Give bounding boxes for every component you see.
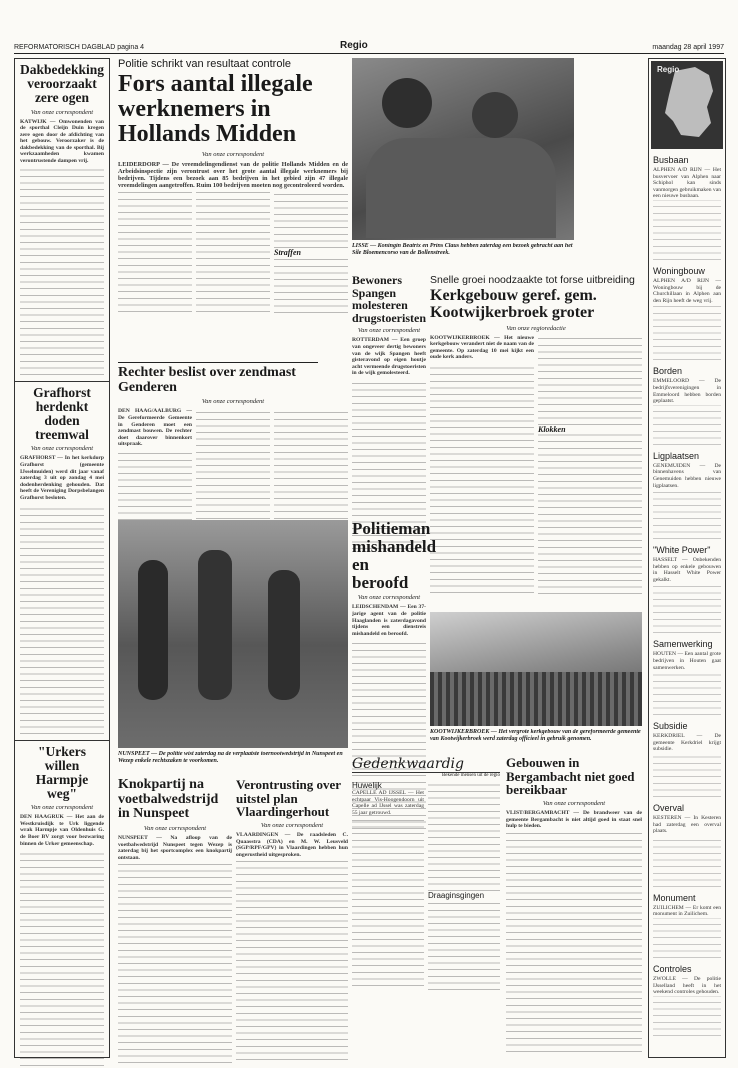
main-lead: LEIDERDORP — De vreemdelingendienst van de politie Hollands Midden en de Arbeidsinspectie zijn verontrust over het grote aantal illegale werknemers bij bedrijven. Tijdens een bezoek aan 85 bedrijven in het gebied zijn 47 illegale vreemdelingen aangetroffen. Ruim 100 bedrijven moeten nog gecontroleerd worden.	[118, 160, 348, 190]
knokpartij-headline: Knokpartij na voetbalwedstrijd in Nunspeet	[118, 777, 219, 822]
knokpartij-story	[118, 778, 232, 1063]
story2-lead: GRAFHORST — In het kerkdorp Grafhorst (gemeente IJsselmuiden) werd dit jaar vanaf zaterdag 3 uit op zondag 4 mei dodenherdenking gehouden. Dat heeft de Vereniging Dorpsbelangen Grafhorst besloten.	[20, 455, 104, 501]
kerkgebouw-body-col2b	[538, 434, 642, 594]
drugstore-headline: Bewoners Spangen molesteren drugstoeristen	[352, 273, 426, 325]
map-label: Regio	[657, 65, 680, 74]
kerkgebouw-kicker: Snelle groei noodzaakte tot forse uitbreiding	[430, 274, 635, 286]
brief-title: "White Power"	[653, 545, 711, 556]
brief-text: ZWOLLE — De politie IJsselland heeft in het weekend controles gehouden.	[653, 976, 721, 996]
politieman-byline: Van onze correspondent	[357, 594, 421, 602]
gedenkwaardig-subtitle: Bekende mensen uit de regio	[441, 773, 500, 778]
story2-byline: Van onze correspondent	[30, 445, 94, 453]
politieman-headline: Politieman mishandeld en beroofd	[352, 519, 437, 592]
brief-text: EMMELOORD — De bedrijfsverenigingen in Emmeloord hebben borden geplaatst.	[653, 378, 721, 405]
kerkgebouw-body-col2	[538, 335, 642, 425]
brief-text: KESTEREN — In Kesteren had zaterdag een overval plaats.	[653, 815, 721, 835]
story-divider	[15, 740, 109, 741]
zendmast-headline: Rechter beslist over zendmast Genderen	[118, 365, 296, 395]
brief-title: Borden	[653, 366, 683, 377]
photo-church-interior	[430, 612, 642, 726]
brief-body	[653, 996, 721, 1036]
header-rule	[14, 53, 724, 54]
brief-title: Monument	[653, 892, 696, 903]
photo-nunspeet-caption: NUNSPEET — De politie wist zaterdag na de verplaatste toernooiwedstrijd in Nunspeet en Wezep enkele rechtszaken te voorkomen.	[118, 751, 343, 764]
main-kicker: Politie schrikt van resultaat controle	[118, 58, 292, 70]
drugstore-lead: ROTTERDAM — Een groep van ongeveer dertig bewoners van de wijk Spangen heeft gisteravond op eigen houtje acht vermeende drugstoeristen in de wijk gemolesteerd.	[352, 337, 426, 377]
kerkgebouw-lead: KOOTWIJKERBROEK — Het nieuwe kerkgebouw verandert niet de naam van de gemeente. Op zaterdag 10 mei kijkt een oude kerk anders.	[430, 334, 534, 361]
main-body-col3b	[274, 257, 348, 313]
story3-lead: DEN HAAGRUK — Het aan de Westkruisdijk te Urk liggende wrak Harmpje van Oldenhuis G. de Boer BV zorgt voor bezwaring binnen de Urker gemeenschap.	[20, 814, 104, 847]
story1-body	[20, 167, 104, 375]
photo-figure	[138, 560, 168, 700]
gedenkwaardig-body-col2b	[428, 900, 500, 990]
main-body-col2	[196, 192, 270, 312]
brief-body	[653, 200, 721, 260]
main-byline: Van onze correspondent	[201, 150, 265, 158]
story3-byline: Van onze correspondent	[30, 804, 94, 812]
gedenkwaardig-body-col1	[352, 816, 424, 986]
brief-title: Busbaan	[653, 155, 689, 165]
brief-title: Subsidie	[653, 721, 688, 732]
kerkgebouw-body-col1	[430, 363, 534, 593]
brief-title: Ligplaatsen	[653, 450, 700, 461]
page-section-title: Regio	[340, 40, 368, 51]
bergambacht-lead: VLIST/BERGAMBACHT — De brandweer van de gemeente Bergambacht is niet altijd goed in staat snel hulp te bieden.	[506, 809, 642, 830]
photo-nunspeet-fight	[118, 520, 348, 748]
photo-royal-caption: LISSE — Koningin Beatrix en Prins Claus hebben zaterdag een bezoek gebracht aan het Sile Bloemencorso van de Bollenstreek.	[352, 243, 573, 256]
drugstore-byline: Van onze correspondent	[357, 327, 421, 335]
photo-figure	[198, 550, 232, 700]
zendmast-body-col3	[274, 408, 348, 532]
kerkgebouw-subhead: Klokken	[538, 424, 566, 434]
photo-figure	[268, 570, 300, 700]
kerkgebouw-headline: Kerkgebouw geref. gem. Kootwijkerbroek groter	[430, 287, 597, 321]
story3-headline: "Urkers willen Harmpje weg"	[35, 743, 89, 802]
brief-body	[653, 304, 721, 360]
left-column	[14, 58, 110, 1058]
story2-body	[20, 504, 104, 734]
knokpartij-body	[118, 863, 232, 1063]
news-briefs	[649, 155, 725, 1036]
main-body-col3a	[274, 192, 348, 248]
main-body-col1	[118, 192, 192, 312]
brief-text: HOUTEN — Een aantal grote bedrijven in Houten gaat samenwerken.	[653, 651, 721, 671]
brief-text: GENEMUIDEN — De binnenhavens van Genemuiden hebben nieuwe ligplaatsen.	[653, 462, 721, 489]
zendmast-byline: Van onze correspondent	[201, 398, 265, 406]
gedenkwaardig-title: Gedenkwaardig	[352, 756, 500, 773]
brief-body	[653, 405, 721, 445]
story1-byline: Van onze correspondent	[30, 108, 94, 116]
main-subhead: Straffen	[274, 248, 301, 258]
kerkgebouw-byline: Van onze regioredactie	[506, 324, 566, 332]
brief-body	[653, 918, 721, 958]
vlaardingen-byline: Van onze correspondent	[260, 821, 324, 829]
zendmast-story	[118, 366, 348, 540]
brief-text: HASSELT — Onbekenden hebben op enkele gebouwen in Hasselt White Power gekalkt.	[653, 557, 721, 583]
brief-body	[653, 671, 721, 715]
kerkgebouw-story	[430, 274, 642, 594]
vlaardingen-lead: VLAARDINGEN — De raadsleden C. Quaasstra (CDA) en M. W. Leusveld (SGP/RPF/GPV) in Vlaardingen hebben hun ongerustheid uitgesproken.	[236, 831, 348, 858]
brief-title: Woningbouw	[653, 265, 705, 276]
vlaardingen-story	[236, 778, 348, 1060]
story1-headline: Dakbedekking veroorzaakt zere ogen	[20, 62, 105, 106]
zendmast-lead: DEN HAAG/AALBURG — De Gereformeerde Gemeente in Genderen moet een zendmast bouwen. De rechter doet daarover binnenkort uitspraak.	[118, 408, 192, 448]
right-column	[648, 58, 726, 1058]
main-story	[118, 58, 348, 313]
photo-figure	[382, 78, 432, 128]
gedenkwaardig-section	[352, 756, 500, 990]
brief-body	[653, 835, 721, 887]
gedenkwaardig-item: Huwelijk	[352, 781, 382, 790]
bergambacht-body	[506, 832, 642, 1052]
brief-title: Samenwerking	[653, 639, 713, 650]
brief-text: KERKDRIEL — De gemeente Kerkdriel krijgt subsidie.	[653, 733, 721, 753]
story3-body	[20, 849, 104, 1068]
story1-lead: KATWIJK — Omwonenden van de sporthal Cleijn Duin kregen zere ogen door de afdichting van het gebouw. Veroorzaker is de dakbedekking van de sporthal. Bij werkzaamheden kwamen verontrustende dampen vrij.	[20, 118, 104, 165]
brief-text: ALPHEN A/D RIJN — Woningbouw bij de Churchillaan in Alphen aan den Rijn heeft de weg vrij.	[653, 277, 721, 304]
regio-map	[651, 61, 723, 149]
brief-text: ZUILICHEM — Er komt een monument in Zuilichem.	[653, 904, 721, 918]
bergambacht-byline: Van onze correspondent	[542, 799, 606, 807]
story-divider	[15, 381, 109, 382]
gedenkwaardig-body-col2	[428, 781, 500, 891]
photo-church-caption: KOOTWIJKERBROEK — Het vergrote kerkgebouw van de gereformeerde gemeente van Kootwijkerbroek werd zaterdag officieel in gebruik genomen.	[430, 729, 641, 742]
zendmast-body-col2	[196, 408, 270, 532]
vlaardingen-headline: Verontrusting over uitstel plan Vlaardingerhout	[236, 777, 341, 820]
photo-crowd	[366, 138, 556, 238]
brief-title: Controles	[653, 964, 692, 974]
paper-section-label: REFORMATORISCH DAGBLAD pagina 4	[14, 44, 145, 51]
section-rule	[118, 362, 318, 363]
brief-body	[653, 489, 721, 539]
brief-body	[653, 583, 721, 633]
page-date: maandag 28 april 1997	[652, 44, 724, 51]
knokpartij-lead: NUNSPEET — Na afloop van de voetbalwedstrijd Nunspeet tegen Wezep is zaterdag bij het sportcomplex een knokpartij ontstaan.	[118, 835, 232, 861]
vlaardingen-body	[236, 860, 348, 1060]
gedenkwaardig-lead: CAPELLE AD IJSSEL — Het echtpaar Vis-Hoogendoorn uit Capelle ad IJssel was zaterdag 55 jaar getrouwd.	[352, 790, 424, 816]
brief-title: Overval	[653, 803, 685, 814]
story2-headline: Grafhorst herdenkt doden treemwal	[33, 384, 91, 443]
knokpartij-byline: Van onze correspondent	[143, 825, 207, 833]
photo-figure	[472, 92, 518, 138]
photo-pews	[430, 672, 642, 726]
gedenkwaardig-item: Draaginsgingen	[428, 891, 485, 900]
bergambacht-headline: Gebouwen in Bergambacht niet goed bereikbaar	[506, 755, 635, 798]
main-headline: Fors aantal illegale werknemers in Hollands Midden	[118, 71, 313, 148]
brief-text: ALPHEN A/D RIJN — Het busvervoer van Alphen naar Schiphol kan sinds vanmorgen gebruikmaken van een nieuwe busbaan.	[653, 167, 721, 200]
bergambacht-story	[506, 756, 642, 1052]
politieman-lead: LEIDSCHENDAM — Een 37-jarige agent van de politie Haaglanden is zaterdagavond tijdens een dienstreis mishandeld en beroofd.	[352, 604, 426, 637]
brief-body	[653, 753, 721, 797]
photo-royal-visit	[352, 58, 574, 240]
drugstore-story	[352, 274, 426, 549]
